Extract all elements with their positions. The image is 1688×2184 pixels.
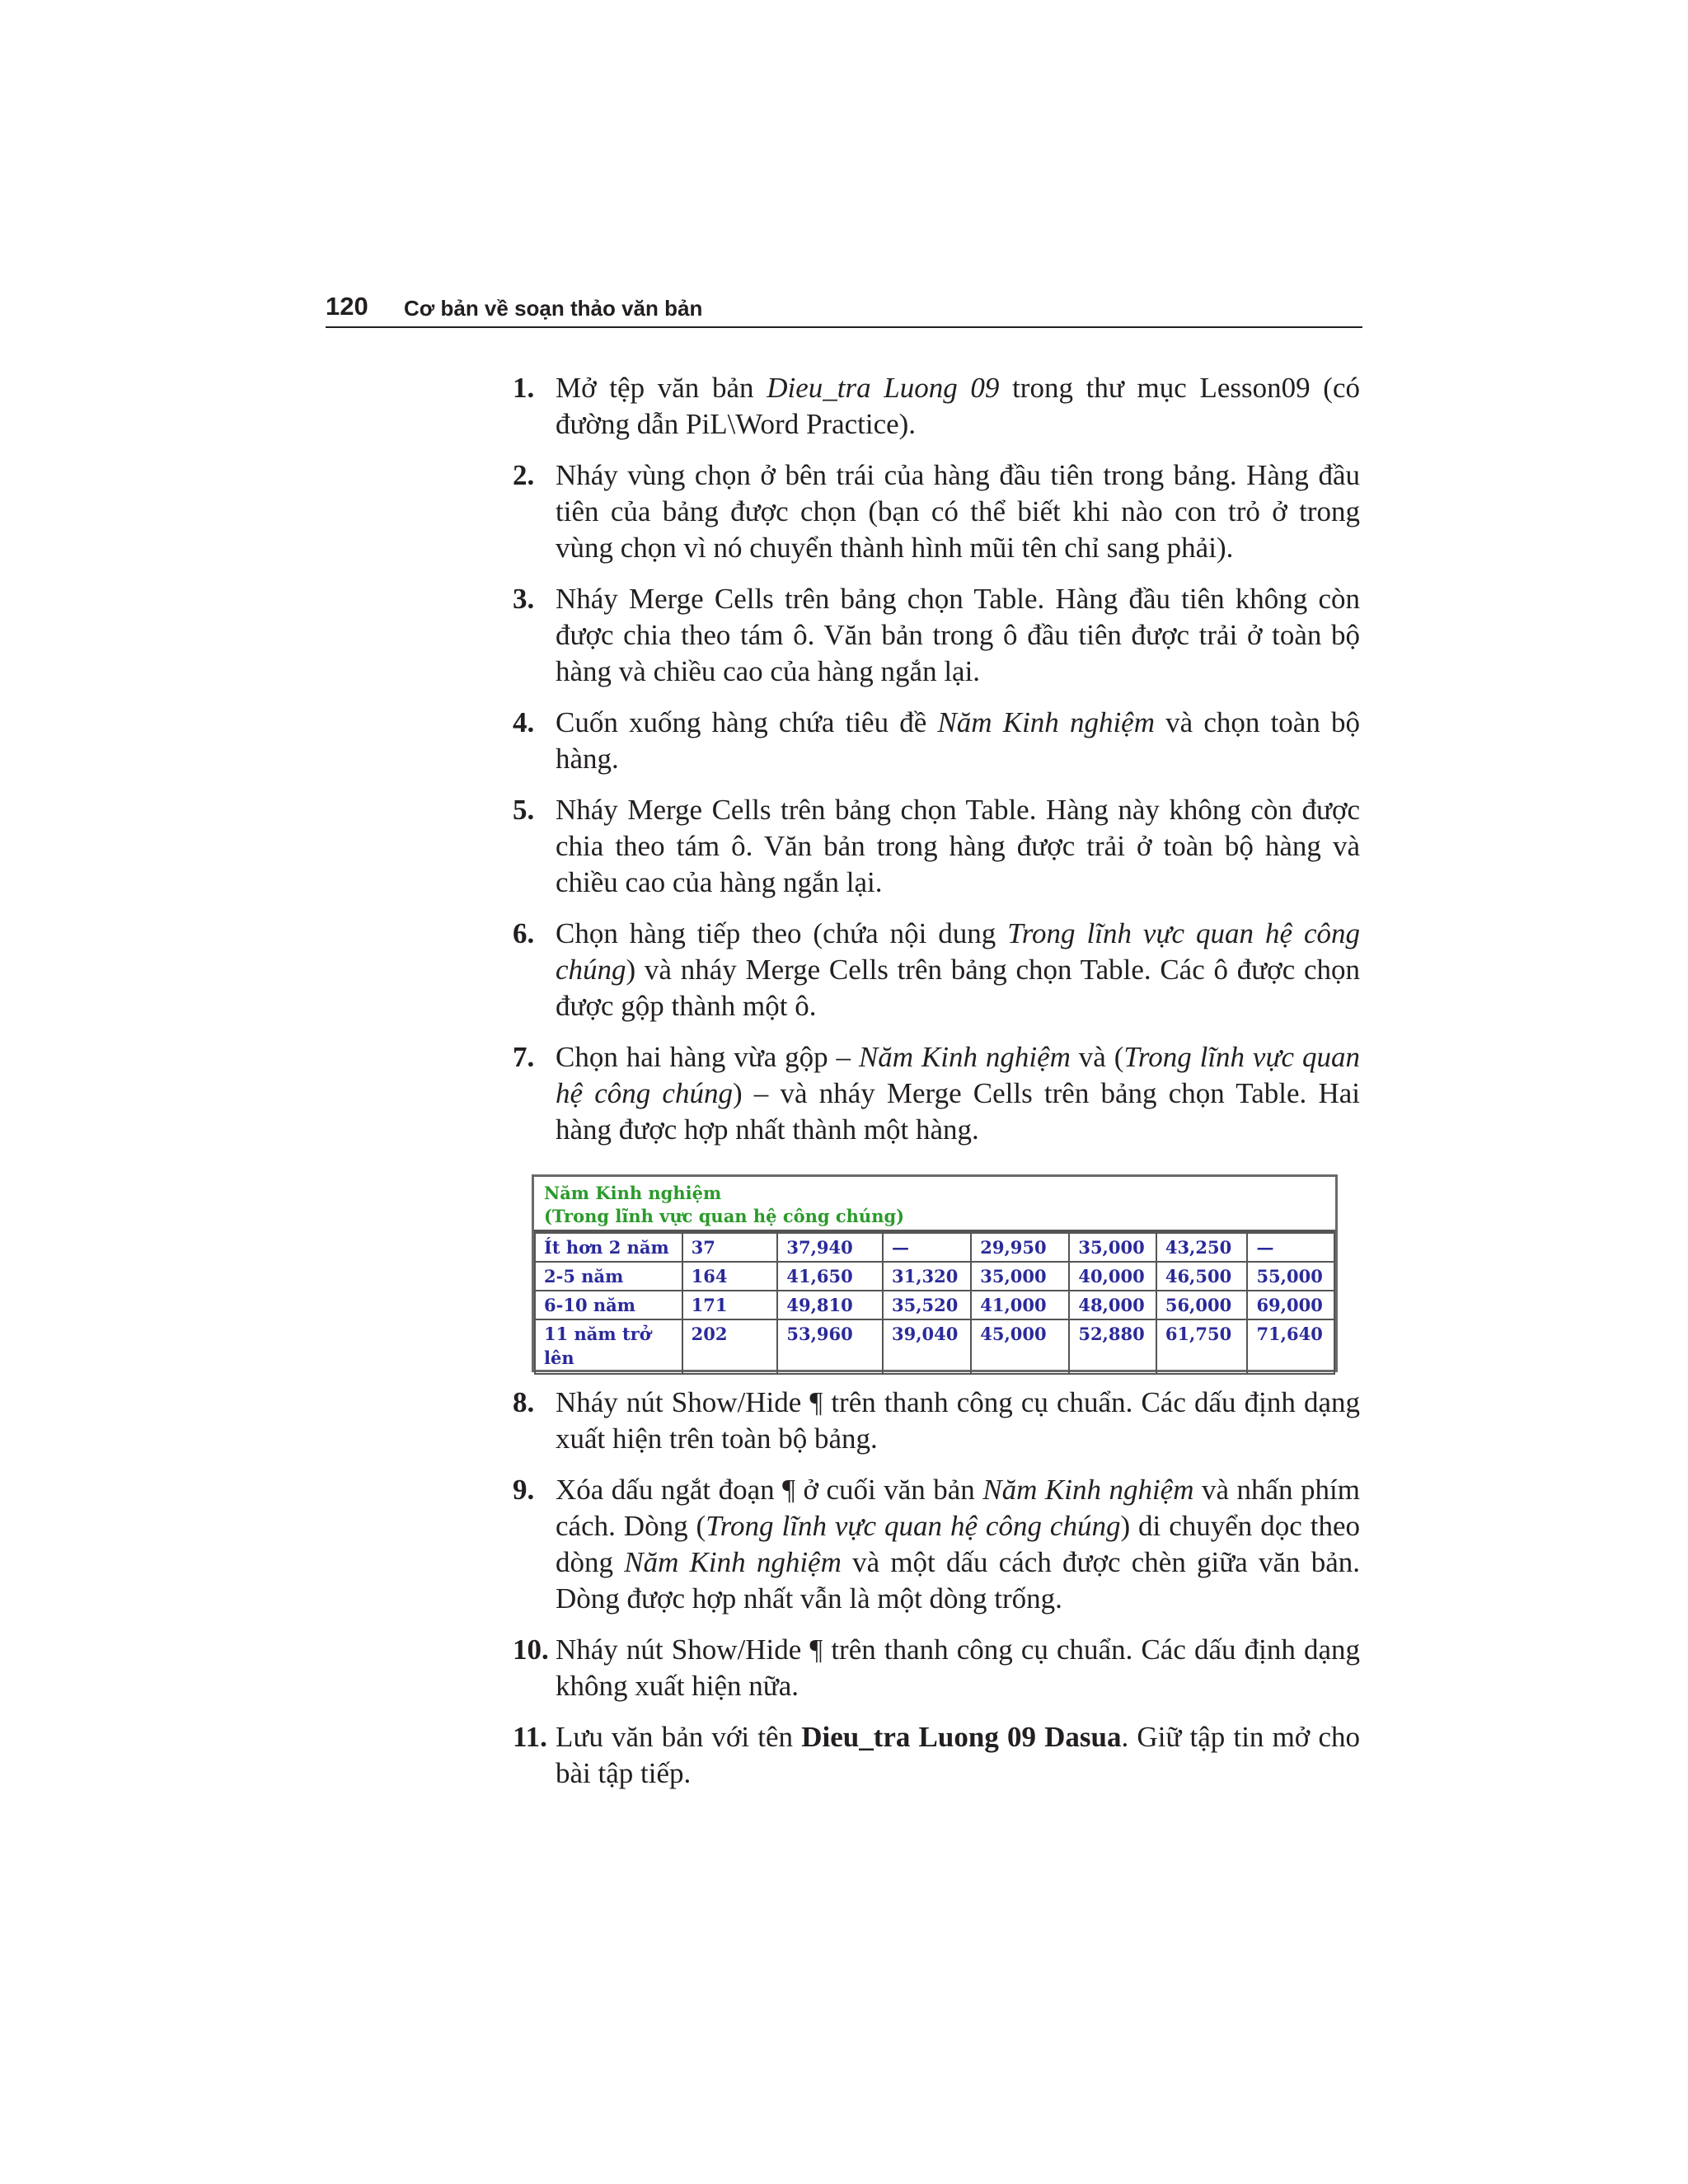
step-number: 3. (513, 583, 535, 615)
step-number: 5. (513, 794, 535, 826)
step-number: 2. (513, 459, 535, 491)
table-cell: 6-10 năm (535, 1291, 682, 1319)
step-item (513, 916, 1360, 1024)
page-header (326, 290, 1362, 328)
table-cell: 56,000 (1156, 1291, 1248, 1319)
table-cell: 45,000 (971, 1319, 1069, 1374)
table-cell: 41,650 (777, 1262, 883, 1291)
table-cell: 49,810 (777, 1291, 883, 1319)
salary-table (534, 1232, 1335, 1375)
step-item (513, 581, 1360, 690)
step-text: Chọn hai hàng vừa gộp – Năm Kinh nghiệm và (Trong lĩnh vực quan hệ công chúng) – và nháy Merge Cells trên bảng chọn Table. Hai hàng được hợp nhất thành một hàng. (556, 1041, 1360, 1146)
step-number: 7. (513, 1041, 535, 1073)
table-merged-header (534, 1177, 1335, 1232)
step-number: 9. (513, 1474, 535, 1506)
step-list-continued (513, 1385, 1360, 1807)
table-cell: 35,000 (1069, 1233, 1156, 1262)
step-item (513, 457, 1360, 566)
running-head: Cơ bản về soạn thảo văn bản (404, 296, 703, 321)
table-cell: 53,960 (777, 1319, 883, 1374)
table-cell: 71,640 (1247, 1319, 1334, 1374)
table-row (535, 1262, 1334, 1291)
table-subtitle: (Trong lĩnh vực quan hệ công chúng) (544, 1206, 905, 1226)
step-item (513, 1385, 1360, 1457)
step-text: Nháy nút Show/Hide ¶ trên thanh công cụ chuẩn. Các dấu định dạng xuất hiện trên toàn bộ bảng. (556, 1386, 1360, 1455)
table-row (535, 1319, 1334, 1374)
table-cell: — (1247, 1233, 1334, 1262)
table-cell: 11 năm trở lên (535, 1319, 682, 1374)
step-number: 8. (513, 1386, 535, 1418)
table-cell: 55,000 (1247, 1262, 1334, 1291)
table-cell: — (883, 1233, 971, 1262)
table-cell: 164 (682, 1262, 778, 1291)
table-cell: 69,000 (1247, 1291, 1334, 1319)
table-cell: 37,940 (777, 1233, 883, 1262)
table-cell: 37 (682, 1233, 778, 1262)
step-text: Mở tệp văn bản Dieu_tra Luong 09 trong thư mục Lesson09 (có đường dẫn PiL\Word Practice). (556, 372, 1360, 440)
table-cell: 39,040 (883, 1319, 971, 1374)
step-item (513, 1472, 1360, 1617)
step-text: Nháy Merge Cells trên bảng chọn Table. Hàng đầu tiên không còn được chia theo tám ô. Văn bản trong ô đầu tiên được trải ở toàn bộ hàng và chiều cao của hàng ngắn lại. (556, 583, 1360, 687)
step-number: 1. (513, 372, 535, 404)
step-item (513, 792, 1360, 901)
step-number: 4. (513, 706, 535, 738)
step-text: Xóa dấu ngắt đoạn ¶ ở cuối văn bản Năm Kinh nghiệm và nhấn phím cách. Dòng (Trong lĩnh vực quan hệ công chúng) di chuyển dọc theo dòng Năm Kinh nghiệm và một dấu cách được chèn giữa văn bản. Dòng được hợp nhất vẫn là một dòng trống. (556, 1474, 1361, 1615)
step-item (513, 1719, 1360, 1792)
table-cell: 46,500 (1156, 1262, 1248, 1291)
table-cell: 29,950 (971, 1233, 1069, 1262)
step-text: Nháy vùng chọn ở bên trái của hàng đầu tiên trong bảng. Hàng đầu tiên của bảng được chọn (bạn có thể biết khi nào con trỏ ở trong vùng chọn vì nó chuyển thành hình mũi tên chỉ sang phải). (556, 459, 1360, 564)
step-list (513, 370, 1360, 1163)
table-title: Năm Kinh nghiệm (544, 1183, 722, 1203)
step-text: Cuốn xuống hàng chứa tiêu đề Năm Kinh nghiệm và chọn toàn bộ hàng. (556, 706, 1360, 775)
step-item (513, 370, 1360, 443)
table-cell: 35,000 (971, 1262, 1069, 1291)
table-cell: 31,320 (883, 1262, 971, 1291)
table-cell: 52,880 (1069, 1319, 1156, 1374)
step-number: 11. (513, 1721, 547, 1753)
step-item (513, 1039, 1360, 1148)
step-text: Nháy nút Show/Hide ¶ trên thanh công cụ chuẩn. Các dấu định dạng không xuất hiện nữa. (556, 1633, 1360, 1702)
table-cell: 40,000 (1069, 1262, 1156, 1291)
table-cell: 35,520 (883, 1291, 971, 1319)
step-number: 10. (513, 1633, 549, 1666)
step-text: Nháy Merge Cells trên bảng chọn Table. Hàng này không còn được chia theo tám ô. Văn bản trong hàng được trải ở toàn bộ hàng và chiều cao của hàng ngắn lại. (556, 794, 1360, 898)
table-cell: 48,000 (1069, 1291, 1156, 1319)
table-cell: 43,250 (1156, 1233, 1248, 1262)
table-cell: 2-5 năm (535, 1262, 682, 1291)
table-cell: Ít hơn 2 năm (535, 1233, 682, 1262)
step-item (513, 1632, 1360, 1704)
step-number: 6. (513, 917, 535, 949)
step-text: Chọn hàng tiếp theo (chứa nội dung Trong lĩnh vực quan hệ công chúng) và nháy Merge Cells trên bảng chọn Table. Các ô được chọn được gộp thành một ô. (556, 917, 1360, 1022)
page-number: 120 (326, 292, 368, 321)
table-row (535, 1233, 1334, 1262)
table-row (535, 1291, 1334, 1319)
table-cell: 171 (682, 1291, 778, 1319)
table-cell: 61,750 (1156, 1319, 1248, 1374)
table-cell: 202 (682, 1319, 778, 1374)
table-figure (532, 1174, 1338, 1372)
step-item (513, 705, 1360, 777)
table-cell: 41,000 (971, 1291, 1069, 1319)
step-text: Lưu văn bản với tên Dieu_tra Luong 09 Dasua. Giữ tập tin mở cho bài tập tiếp. (556, 1721, 1360, 1789)
